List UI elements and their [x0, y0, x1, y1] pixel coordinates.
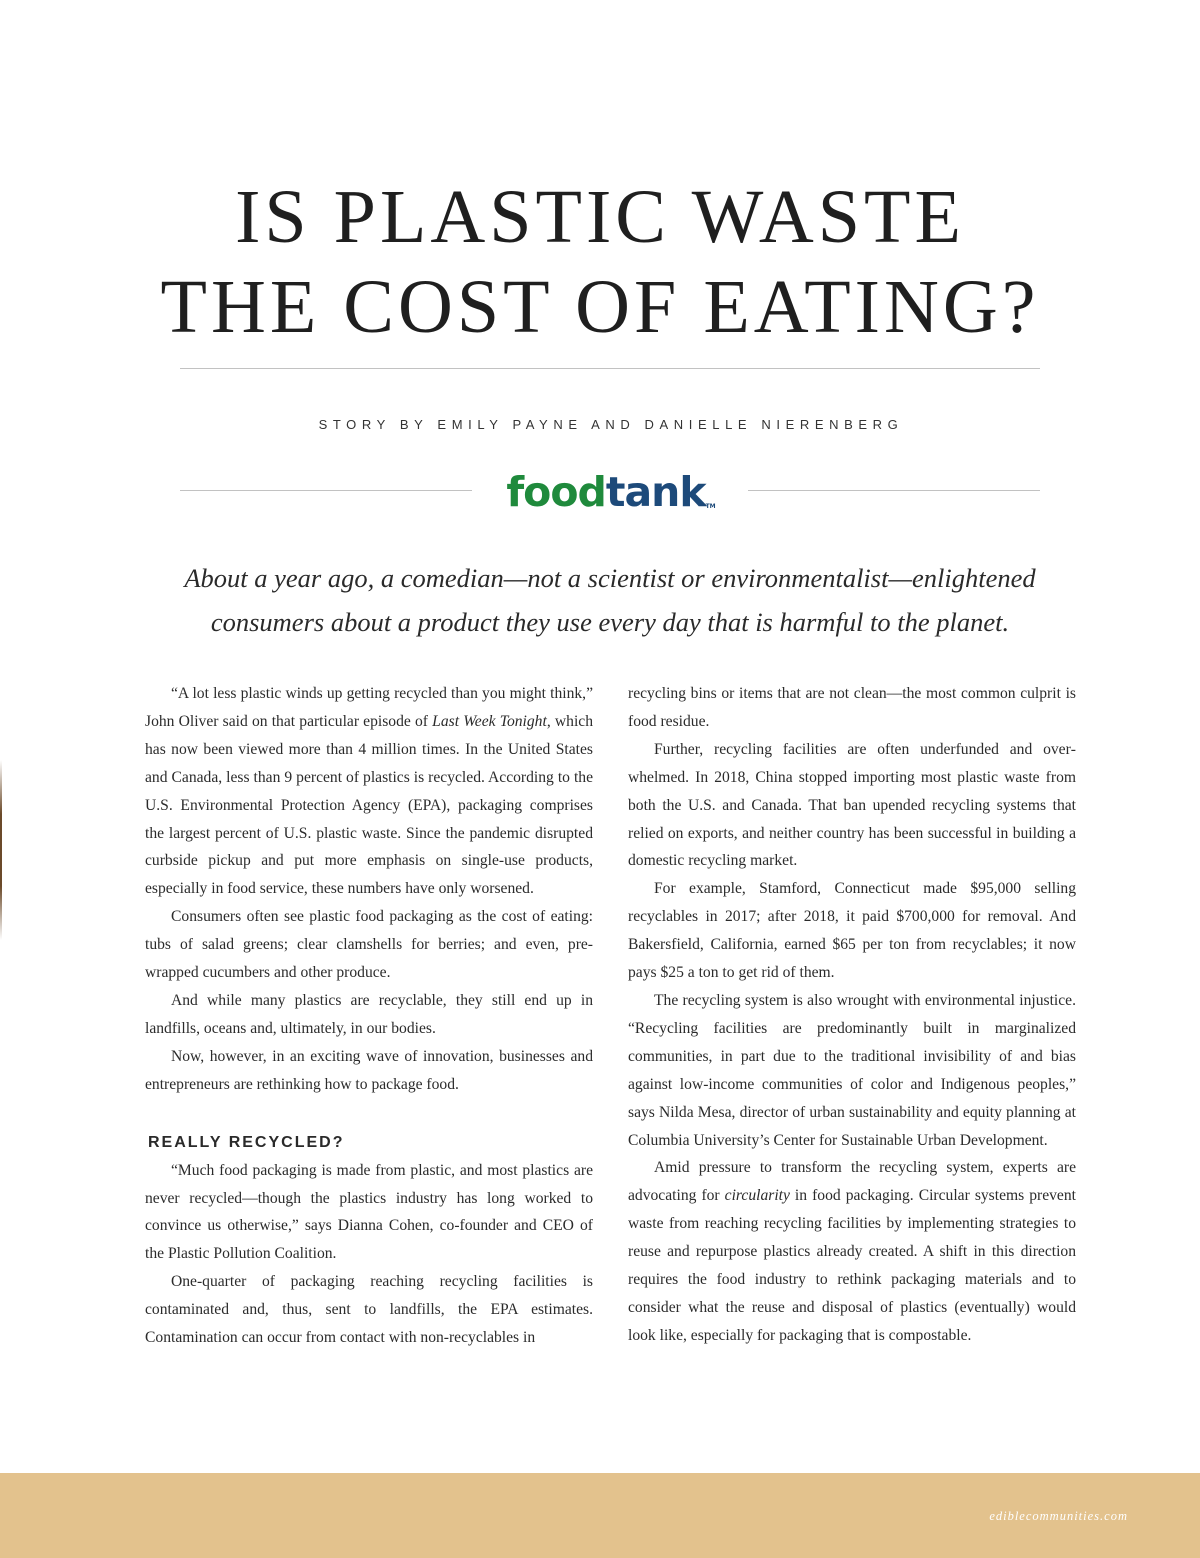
paragraph: Further, recycling facilities are often underfunded and overwhelmed. In 2018, China stopped importing most plastic waste from both the U.S. and Canada. That ban upended recycling systems that relied on exports, and neither country has been successful in building a domestic recycling market. [628, 740, 1076, 870]
dek-line-2: consumers about a product they use every day that is harmful to the planet. [210, 607, 1010, 637]
logo-trademark: TM [705, 503, 716, 510]
paragraph: Consumers often see plastic food packaging as the cost of eating: tubs of salad greens; clear clamshells for berries; and even, pre-wrapped cucumbers and other produce. [145, 908, 593, 982]
foodtank-logo [486, 464, 736, 520]
paragraph: And while many plastics are recyclable, they still end up in landfills, oceans and, ultimately, in our bodies. [145, 991, 593, 1037]
paragraph: recycling bins or items that are not clean—the most common culprit is food residue. [628, 685, 1076, 730]
footer-url: ediblecommunities.com [989, 1509, 1128, 1523]
paragraph [145, 680, 593, 903]
logo-divider-left [180, 490, 472, 491]
paragraph-text: , which has now been viewed more than 4 million times. In the United States and Canada, less than 9 percent of plastics is recycled. According to the U.S. Environmental Protection Agency (EPA), packaging comprises the largest percent of U.S. plastic waste. Since the pandemic disrupted curbside pickup and put more emphasis on single-use products, especially in food service, these numbers have only worsened. [145, 712, 593, 898]
paragraph: The recycling system is also wrought with environmental injustice. “Recycling facilities are predominantly built in marginalized communities, in part due to the traditional invisibility of and bias against low-income communities of color and Indigenous peoples,” says Nilda Mesa, director of urban sustainability and equity planning at Columbia University’s Center for Sustainable Urban Development. [628, 991, 1076, 1149]
byline: STORY BY EMILY PAYNE AND DANIELLE NIERENBERG [318, 417, 904, 432]
page-edge-shadow [0, 760, 2, 940]
paragraph [628, 1154, 1076, 1349]
title-divider [180, 368, 1040, 369]
paragraph-text: “A lot less plastic winds up getting recycled than you might think,” John Oliver said on that particular episode of [145, 685, 593, 730]
body-column-right [628, 680, 1076, 1350]
article-dek [130, 556, 1090, 644]
logo-text-food: food [506, 468, 606, 516]
title-line-1: IS PLASTIC WASTE [235, 175, 965, 259]
emphasis-text: circularity [724, 1187, 790, 1205]
logo-divider-right [748, 490, 1040, 491]
logo-text-tank: tank [605, 468, 706, 516]
paragraph: “Much food packaging is made from plastic, and most plastics are never recycled—though the plastics industry has long worked to convince us otherwise,” says Dianna Cohen, co-founder and CEO of the Plastic Pollution Coalition. [145, 1161, 593, 1263]
show-title: Last Week Tonight [432, 712, 547, 730]
paragraph: For example, Stamford, Connecticut made $95,000 selling recyclables in 2017; after 2018, it paid $700,000 for removal. And Bakersfield, California, earned $65 per ton from recyclables; it now pays $25 a ton to get rid of them. [628, 880, 1076, 982]
paragraph: Now, however, in an exciting wave of innovation, businesses and entrepreneurs are rethinking how to package food. [145, 1047, 593, 1093]
paragraph-text: in food packaging. Circular systems prevent waste from reaching recycling facilities by implementing strategies to reuse and repurpose plastics already created. A shift in this direction requires the food industry to rethink packaging materials and to consider what the reuse and disposal of plastics (eventually) would look like, especially for packaging that is compostable. [628, 1187, 1076, 1344]
section-subhead: REALLY RECYCLED? [148, 1133, 345, 1151]
dek-line-1: About a year ago, a comedian—not a scientist or environmentalist—enlightened [184, 563, 1036, 593]
title-line-2: THE COST OF EATING? [160, 265, 1040, 349]
paragraph-text: Amid pressure to transform the recycling system, experts are advocating for [628, 1159, 1076, 1205]
paragraph: One-quarter of packaging reaching recycling facilities is contaminated and, thus, sent to landfills, the EPA estimates. Contamination can occur from contact with non-recyclables in [145, 1273, 593, 1347]
body-column-left [145, 680, 593, 1352]
article-title [0, 172, 1200, 352]
